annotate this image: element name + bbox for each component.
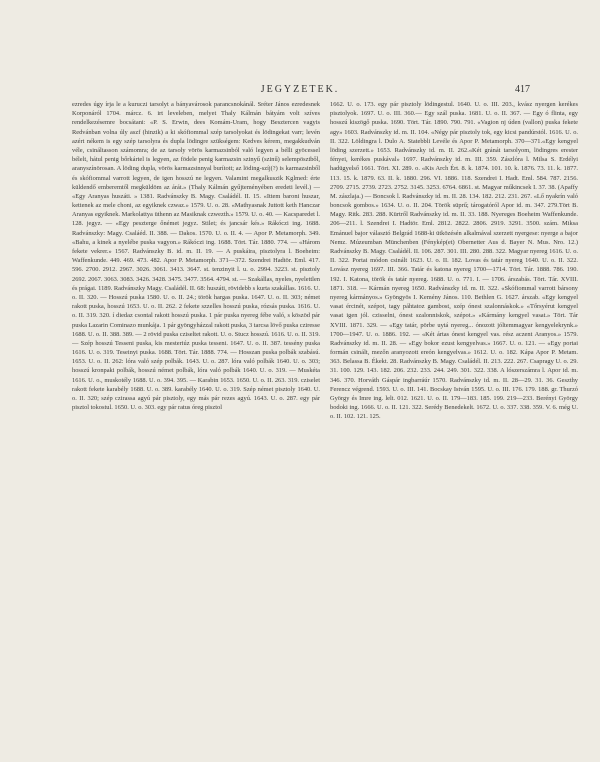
- running-head-title: JEGYZETEK.: [260, 84, 340, 95]
- running-head: [0, 84, 600, 98]
- text-column-right: [330, 100, 578, 700]
- page-number: 417: [515, 84, 530, 95]
- right-column-text: 1662. U. o. 173. egy pár pisztoly lödingestul. 1640. U. o. III. 203., kvász nyergen kerékes pisztolyok. 1697. U. o. III. 360.— Egy szál puska. 1681. U. o. II. 367. — Egy ó flinta, egy hosszú kiszögő puska. 1690. Tört. Tár. 1890. 790. 791. «Vagion nj úden (vallon) puska fekete agy» 1603. Radvánszky id. m. II. 104. «Négy pár pisztoly tok, egy kicsi pandúrstól. 1616. U. o. II. 322. Löldingra l. Dulo A. Statebbli Levéle és Apor P. Metamorph. 370—371.«Egy kengyel löding szerzett.» 1653. Radvánszky id. m. II. 262.«Két gránát tarsolyom, lödingres erester fényei, kerékes puskával» 1697. Radvánszky id. m. III. 359. Zászlóra l. Milsa S. Erdélyi hadügyelső 1661. Tört. XI. 289. o. «Kis Arch Ért. 8. k. 1874. 101. 10. k. 1876. 73. 11. k. 1877. 113. 15. k. 1879. 63. II. k. 1880. 296. VI. 1886. 118. Szendrei I. Hadt. Eml. 584. 787. 2156. 2709. 2715. 2739. 2723. 2752. 3145. 3253. 6764. 6861. st. Magyar műkincsek I. 37. 38. (Apaffy M. zászlaja.) — Boncsok l. Radvánszky id. m. II. 28. 134. 182. 212. 231. 267. «Lő nyakrín való boncsok gombos.» 1634. U. o. II. 204. Török süprű; tárogatóról Apor id. m. 347. 279.Tört B. Magy. Ritk. 283. 288. Kürtről Radvánszky id. m. II. 33. 188. Nyereges Boeheim Waffenkunde. 206—211. l. Szendrei I. Hadtör. Eml. 2812. 2822. 2806. 2919. 3291. 3500. szám. Miksa Emánuel bajor választó Belgrád 1688-ki ütközésén alkalmával szerzett nyergese: nyerge a bajor Nemz. Múzeumban Münchenben (Fénykép(et) Obernetter Aus d. Bayer N. Mus. Nro. 12.) Radvánszky B. Magy. Családél. II. 106. 287. 301. III. 280. 288. 322. Magyar nyereg 1616. U. o. II. 322. Portai módon csinált 1623. U. o. II. 182. Lovas és tatár nyereg 1640. U. o. II. 322. Lovász nyereg 1697. III. 366. Tatár és katona nyereg 1700—1714. Tört. Tár. 1888. 786. 190. 192. I. Katona, török és tatár nyereg. 1688. U. o. 771. I. — 1706. árszabás. Tört. Tár. XVIII. 1871. 318. — Kármán nyereg 1650. Radvánszky id. m. II. 322. «Skófiommal varrott bársony nyereg kármányos.» Gyöngyös I. Kemény János. 110. Bethlen G. 1627. árszab. «Egy kengyel vasat ércinét, szépot, tagy páhtatoz gambost, szép ónest szalonnáskok.» «Tőrsyérut kengyel vasat igen jól. czisselni, ónest szalonniskok, szépot.» «Kármány kengyel vasat.» Tört. Tár XVIII. 1871. 329. — «Egy tatár, pörbe uytá nyereg... ónozott jóltemmagyar kengyelekrynk.» 1700—1947. U. o. 1886. 192. — «Két ártas ónest kengyel vas. rész aczent Aranyos.» 1579. Radvánszky id. m. II. 28. — «Egy bokor ezust kengyelvas.» 1667. U. o. 121. — «Egy portai formán csinált, mezőn aranyozott ereón kengyelvas.» 1612. U. o. 182. Kápa Apor P. Metam. 363. Belassa B. Ékekt. 28. Radvánszky B. Magy. Családél. II. 213. 222. 267. Csapragy U. o. 29. 31. 100. 129. 143. 182. 206. 232. 233. 244. 249. 301. 322. 338. A lószerszámra l. Apor id. m. 346. 370. Horváth Gáspár ingbarráúr 1570. Radvánszky id. m. II. 28—29. 31. 36. Geszthy Ferencz végrend. 1593. U. o. III. 141. Bocskay István 1595. U. o. III. 176. 179. 188. gr. Thurzó György és Imre ing. lelt. 012. 1621. U. o. II. 179—183. 185. 199. 219—233. Berényi György bodoki ing. 1666. U. o. II. 121. 322. Serédy Benedekelt. 1672. U. o. 337. 338. 359. V. 6. még U. o. II. 102. 121. 125.: [330, 101, 578, 421]
- left-column-text: ezredes úgy írja le a kuruczi tarsolyt a bányavárosok parancsnokánál. Sréter János ezredesnek Korponáról 1704. márcz. 6. irt leveleben, melyet Thaly Kálmán bátyám volt szíves rendelkezésemre bocsátani: «P. S. Erwin, dees Komám-Uram, hogy Besztercen vagyis Redvánban volna úly aszf (hinzik) a ki skófiommal szép tarsolyokat és lödingekat varr; levén azért nékem is egy szép tarsolyra és dupla lödingre szükségem: Kedves kérem, megakkudván véle, csináltasson számomra; de az tarsoly vörös karmazsinból való legyen a bélli gyöcessel bélelt, hátul penig bőrkártel is legyen, az födele penig karmazsin szinyű (szinű) selempösztből, aranyszínörosan. A löding dupla, vörös karmazsinnyal burított; az löding-szíj(?) is karmazsinből és skófiommal varrott legyen, de igen hosszú ne legyen. Valamint megalkuszik Kglmed: érte küldendő emberemtől megküldöm az árát.» (Thaly Kálmán gyűjteményében eredeti levél.) — «Egy Aranyas huszáti. » 1381. Radvánszky B. Magy. Családél. II. 15. «Ittem baroni huszar, kettenek az mele choni, az egyiknek czwaz.» 1579. U. o. 28. «Mathyasnak Juttott keth Hanczar Aranyas egyiknek. Markolattya üthenn az Masiknak czwezth.» 1579. U. o. 40. — Kacsparedet l. 128. jegyz. — «Egy peszterge őnémet jegyz. Stilet; és jancsár kés.» Rákóczi ing. 1688. Radvánszky: Magy. Csaláéd. II. 388. — Dakos. 1570. U. o. II. 4. — Apor P. Metamorph. 349. «Bahu, a kinek a nyelébe puska vagyon.» Rákóczi ing. 1688. Tört. Tár. 1880. 774. — «Három fekete vekrer.» 1567. Radvánszky B. id. m. II. 19. — A puskáira, pisztolyra l. Boeheim: Waffenkunde. 449. 469. 473. 482. Apor P. Metamorph. 371—372. Szendrei Hadtör. Eml. 417. 596. 2700. 2912. 2967. 3026. 3061. 3413. 3647. st. tenzinyit l. u. o. 2994. 3223. st. pisztoly 2692. 2067. 3063. 3083. 3426. 3428. 3475. 3477. 3564. 4794. st. — Szakállas, nyeles, nyelettlen és prágai. 1189. Radvánszky Magy. Családél. II. 68: huszáti, rövidebb s kurta szakállas. 1616. U. o. II. 320. — Hosszú puska 1580. U. o. II. 24.; török hargas puska. 1647. U. o. II. 303; német rakott puska, hosszú 1653. U. o. II. 262. 2 fekete szzelles hosszú puska, rózsás puska. 1616. U. o. II. 319. 320. í diedaz csontal rakott hosszú puska. 1 pár puska nyereg fébe való, s köszöd pár puska Lazarin Cominazo munkája. 1 pár gyöngyházzal rakott puska, 3 tarcsa lövő puska cziresse 1688. U. o. II. 388. 389. — 2 rövid puska cziseltet rakott. U. o. Stucz hosszú. 1616. U. o. II. 319. — Szép hosszú Tesseni puska, kis mesteriúz puska tesseni. 1647. U. o. II. 387. tessény puska 1616. U. o. 319. Teseinyi puska. 1688. Tört. Tár. 1888. 774. — Hosszan puska polbák szabású. 1653. U. o. II. 262: lóra való szép polbák. 1643. U. o. 287. lóra való polbák 1640. U. o. 303; hosszú kronpaki polbák, hosszú német polbák, lóra való polbák 1640. U. o. 319. — Muskéta 1616. U. o., muskotély 1688. U. o. 394. 395. — Karabin 1653. 1650. U. o. II. 263. 319. cziselet rakott fekete karabély 1688. U. o. 389. karabély 1640. U. o. 319. Szép német pisztoly 1640. U. o. II. 320; szép czirassa agyú pár pisztoly, egy más pár rezes agyú. 1643. U. o. 287. egy pár pisztol tokostul. 1650. U. o. 303. egy pár ratus óreg pisztol: [72, 101, 320, 412]
- text-column-left: [72, 100, 320, 700]
